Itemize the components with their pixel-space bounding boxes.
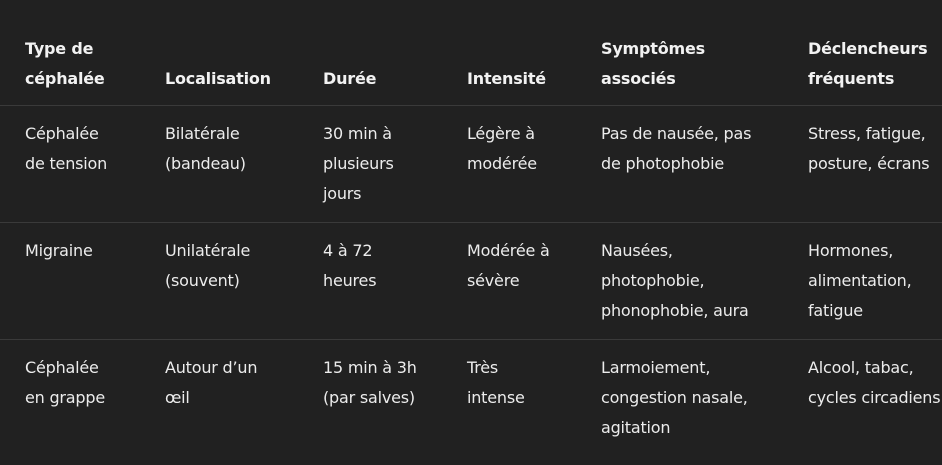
cell-text: Bilatérale — [165, 124, 240, 143]
cell-text: en grappe — [25, 388, 105, 407]
cell-text: congestion nasale, — [601, 388, 748, 407]
header-duree — [323, 64, 448, 94]
header-text: Durée — [323, 69, 377, 88]
cell-text: 4 à 72 — [323, 241, 373, 260]
cell-text: Stress, fatigue, — [808, 124, 926, 143]
table-cell — [165, 353, 305, 413]
cell-text: posture, écrans — [808, 154, 930, 173]
header-localisation — [165, 64, 305, 94]
cell-text: 30 min à — [323, 124, 392, 143]
cell-text: agitation — [601, 418, 671, 437]
table-row — [0, 223, 942, 340]
table-header-row — [0, 0, 942, 106]
cell-text: Céphalée — [25, 358, 99, 377]
header-text: Localisation — [165, 69, 271, 88]
table-cell — [601, 353, 791, 443]
cell-text: Modérée à — [467, 241, 550, 260]
table-cell — [808, 119, 942, 179]
cell-text: Migraine — [25, 241, 93, 260]
table-cell — [25, 236, 145, 266]
cell-text: œil — [165, 388, 190, 407]
table-cell — [601, 236, 791, 326]
cell-text: fatigue — [808, 301, 863, 320]
cell-text: alimentation, — [808, 271, 912, 290]
table-cell — [323, 353, 448, 413]
cell-text: Autour d’un — [165, 358, 258, 377]
table-cell — [808, 236, 942, 326]
cell-text: (par salves) — [323, 388, 415, 407]
cell-text: plusieurs — [323, 154, 394, 173]
cell-text: Céphalée — [25, 124, 99, 143]
header-declencheurs — [808, 34, 942, 94]
header-intensite — [467, 64, 585, 94]
cell-text: 15 min à 3h — [323, 358, 417, 377]
header-text: Type de — [25, 39, 94, 58]
table-cell — [165, 236, 305, 296]
cell-text: Alcool, tabac, — [808, 358, 914, 377]
cell-text: Larmoiement, — [601, 358, 711, 377]
cell-text: (bandeau) — [165, 154, 246, 173]
table-cell — [808, 353, 942, 413]
table-row — [0, 106, 942, 223]
table-cell — [323, 236, 448, 296]
header-text: Intensité — [467, 69, 546, 88]
cell-text: (souvent) — [165, 271, 240, 290]
cell-text: de tension — [25, 154, 108, 173]
cell-text: heures — [323, 271, 377, 290]
cell-text: photophobie, — [601, 271, 705, 290]
cell-text: intense — [467, 388, 525, 407]
cell-text: jours — [323, 184, 362, 203]
table-cell — [165, 119, 305, 179]
cell-text: Très — [467, 358, 499, 377]
header-text: Symptômes — [601, 39, 705, 58]
table-cell — [601, 119, 791, 179]
cell-text: Hormones, — [808, 241, 894, 260]
table-cell — [467, 353, 585, 413]
cell-text: sévère — [467, 271, 520, 290]
table-row — [0, 340, 942, 465]
cell-text: Légère à — [467, 124, 535, 143]
table-cell — [467, 236, 585, 296]
cell-text: modérée — [467, 154, 537, 173]
cell-text: de photophobie — [601, 154, 724, 173]
header-text: Déclencheurs — [808, 39, 928, 58]
cell-text: Nausées, — [601, 241, 673, 260]
cell-text: phonophobie, aura — [601, 301, 749, 320]
header-text: associés — [601, 69, 676, 88]
cell-text: Unilatérale — [165, 241, 251, 260]
cell-text: Pas de nausée, pas — [601, 124, 752, 143]
table-cell — [25, 353, 145, 413]
header-symptomes — [601, 34, 791, 94]
table-cell — [323, 119, 448, 209]
table-cell — [25, 119, 145, 179]
header-text: fréquents — [808, 69, 895, 88]
table-cell — [467, 119, 585, 179]
cell-text: cycles circadiens — [808, 388, 941, 407]
header-type — [25, 34, 145, 94]
header-text: céphalée — [25, 69, 105, 88]
